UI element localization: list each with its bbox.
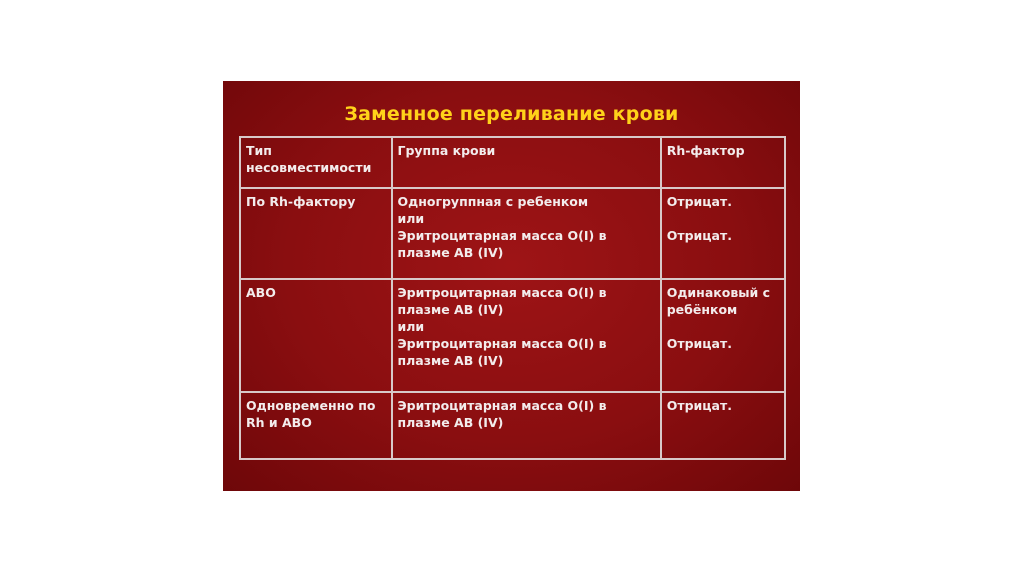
row-type: АВО [246, 285, 276, 300]
row-rh-value: Одинаковый с [666, 285, 771, 300]
row-type: Rh и АВО [246, 415, 312, 430]
row-rh-value: ребёнком [666, 302, 738, 317]
row-blood-line: Эритроцитарная масса O(I) в [397, 398, 607, 413]
header-cell-blood-group [392, 137, 661, 188]
row-rh-cell [661, 188, 785, 279]
row-rh-cell [661, 279, 785, 392]
row-type: По Rh-фактору [246, 194, 356, 209]
row-type-cell [240, 188, 392, 279]
table-row [240, 279, 785, 392]
row-type-cell [240, 279, 392, 392]
row-rh-value: Отрицат. [666, 336, 732, 351]
row-rh-cell [661, 392, 785, 459]
header-cell-rh [661, 137, 785, 188]
row-rh-value: Отрицат. [666, 228, 732, 243]
row-type: Одновременно по [246, 398, 376, 413]
row-rh-value: Отрицат. [666, 194, 732, 209]
row-blood-line: плазме AB (IV) [397, 353, 504, 368]
header-rh: Rh-фактор [666, 143, 745, 158]
row-blood-cell [392, 279, 661, 392]
row-blood-line: плазме AB (IV) [397, 415, 504, 430]
slide [223, 81, 800, 491]
row-blood-cell [392, 392, 661, 459]
row-blood-line: или [397, 319, 425, 334]
header-type-line-2: несовместимости [246, 160, 372, 175]
row-blood-line: Одногруппная с ребенком [397, 194, 589, 209]
table-row [240, 188, 785, 279]
row-rh-value: Отрицат. [666, 398, 732, 413]
row-blood-line: плазме AB (IV) [397, 245, 504, 260]
row-blood-line: или [397, 211, 425, 226]
row-blood-line: Эритроцитарная масса O(I) в [397, 228, 607, 243]
table-header-row [240, 137, 785, 188]
transfusion-table [239, 136, 786, 460]
row-type-cell [240, 392, 392, 459]
row-blood-line: плазме AB (IV) [397, 302, 504, 317]
header-cell-type [240, 137, 392, 188]
table-row [240, 392, 785, 459]
slide-title: Заменное переливание крови [344, 103, 679, 125]
header-blood-group: Группа крови [397, 143, 496, 158]
row-blood-line: Эритроцитарная масса O(I) в [397, 285, 607, 300]
row-blood-cell [392, 188, 661, 279]
header-type-line-1: Тип [246, 143, 272, 158]
row-blood-line: Эритроцитарная масса O(I) в [397, 336, 607, 351]
